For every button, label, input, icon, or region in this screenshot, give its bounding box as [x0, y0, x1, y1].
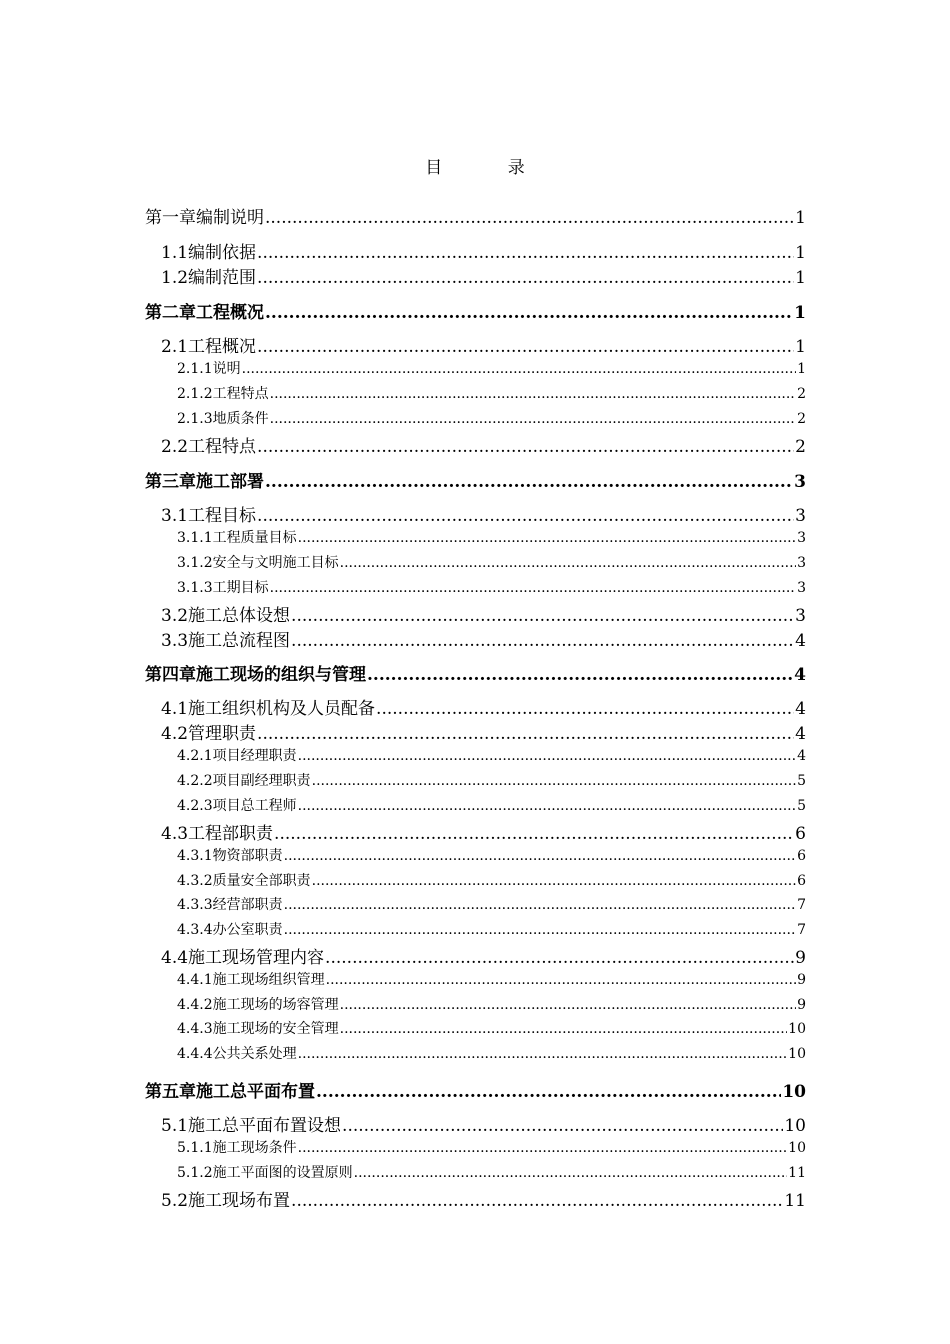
toc-entry-page: 11 — [784, 1191, 806, 1211]
toc-entry[interactable] — [0, 1018, 950, 1038]
toc-entry-title: 工程质量目标 — [212, 530, 297, 546]
toc-dot-leader — [265, 472, 793, 492]
toc-entry-title: 编制说明 — [196, 208, 264, 228]
toc-entry-title: 施工现场的场容管理 — [212, 997, 339, 1013]
toc-entry-title: 施工现场管理内容 — [188, 948, 325, 968]
toc-entry-number: 3.1 — [161, 506, 189, 526]
toc-dot-leader — [340, 1021, 788, 1037]
toc-entry-number: 3.1.2 — [177, 555, 213, 571]
toc-entry[interactable] — [0, 919, 950, 939]
toc-entry-page: 9 — [795, 948, 806, 968]
toc-entry[interactable] — [0, 332, 950, 357]
toc-entry[interactable] — [0, 601, 950, 626]
toc-entry-title: 安全与文明施工目标 — [212, 555, 339, 571]
toc-entry-page: 6 — [797, 848, 806, 864]
toc-dot-leader — [354, 1165, 788, 1181]
toc-dot-leader — [265, 208, 794, 228]
toc-entry-page: 1 — [794, 303, 806, 323]
toc-entry-page: 4 — [794, 665, 806, 685]
toc-entry[interactable] — [0, 819, 950, 844]
toc-entry-number: 2.1.2 — [177, 386, 213, 402]
toc-entry-page: 1 — [797, 361, 806, 377]
toc-title: 目 录 — [425, 158, 555, 178]
toc-entry-number: 4.4.1 — [177, 972, 213, 988]
toc-entry-page: 1 — [795, 243, 806, 263]
toc-dot-leader — [284, 848, 796, 864]
toc-entry-number: 3.1.3 — [177, 580, 213, 596]
toc-dot-leader — [257, 268, 794, 288]
toc-entry-number: 第二章 — [145, 303, 196, 323]
toc-entry[interactable] — [0, 770, 950, 790]
toc-entry[interactable] — [0, 238, 950, 263]
toc-entry-title: 编制依据 — [188, 243, 257, 263]
toc-dot-leader — [312, 873, 796, 889]
toc-entry[interactable] — [0, 969, 950, 989]
toc-entry-page: 3 — [797, 530, 806, 546]
toc-entry[interactable] — [0, 845, 950, 865]
toc-dot-leader — [367, 665, 793, 685]
toc-entry[interactable] — [0, 1137, 950, 1157]
toc-entry-number: 2.2 — [161, 437, 189, 457]
toc-entry-title: 经营部职责 — [212, 897, 283, 913]
toc-entry-title: 施工现场的组织与管理 — [196, 665, 366, 685]
toc-entry-page: 1 — [795, 337, 806, 357]
toc-dot-leader — [326, 972, 796, 988]
toc-entry-number: 4.3 — [161, 824, 189, 844]
toc-entry-number: 1.1 — [161, 243, 189, 263]
toc-entry[interactable] — [0, 745, 950, 765]
toc-entry-page: 9 — [797, 997, 806, 1013]
toc-entry[interactable] — [0, 298, 950, 323]
toc-entry[interactable] — [0, 527, 950, 547]
toc-entry-number: 2.1.3 — [177, 411, 213, 427]
toc-entry-title: 质量安全部职责 — [212, 873, 311, 889]
toc-entry-title: 公共关系处理 — [212, 1046, 297, 1062]
toc-entry-page: 1 — [795, 208, 806, 228]
toc-entry-title: 办公室职责 — [212, 922, 283, 938]
toc-entry-number: 4.2.2 — [177, 773, 213, 789]
toc-entry-title: 施工总流程图 — [188, 631, 291, 651]
toc-entry-page: 2 — [795, 437, 806, 457]
toc-entry[interactable] — [0, 1043, 950, 1063]
toc-dot-leader — [291, 631, 794, 651]
toc-entry[interactable] — [0, 358, 950, 378]
toc-dot-leader — [265, 303, 793, 323]
toc-dot-leader — [270, 580, 796, 596]
toc-entry-title: 施工现场组织管理 — [212, 972, 325, 988]
toc-entry-title: 物资部职责 — [212, 848, 283, 864]
toc-entry[interactable] — [0, 1186, 950, 1211]
toc-entry-page: 4 — [795, 631, 806, 651]
toc-entry-page: 3 — [795, 506, 806, 526]
toc-entry-title: 施工总体设想 — [188, 606, 291, 626]
toc-entry-title: 施工总平面布置 — [196, 1082, 315, 1102]
toc-entry[interactable] — [0, 501, 950, 526]
toc-entry-page: 10 — [782, 1082, 806, 1102]
toc-entry-page: 3 — [794, 472, 806, 492]
toc-dot-leader — [274, 824, 794, 844]
toc-entry-title: 编制范围 — [188, 268, 257, 288]
toc-entry[interactable] — [0, 552, 950, 572]
toc-entry-page: 4 — [795, 699, 806, 719]
toc-entry-number: 第五章 — [145, 1082, 196, 1102]
toc-entry-title: 说明 — [212, 361, 241, 377]
toc-entry-number: 4.3.2 — [177, 873, 213, 889]
toc-entry-number: 3.1.1 — [177, 530, 213, 546]
toc-entry-number: 3.2 — [161, 606, 189, 626]
toc-dot-leader — [298, 748, 796, 764]
toc-entry-page: 10 — [788, 1021, 806, 1037]
toc-entry[interactable] — [0, 263, 950, 288]
toc-dot-leader — [340, 555, 796, 571]
toc-entry-title: 项目经理职责 — [212, 748, 297, 764]
toc-entry-number: 4.4.2 — [177, 997, 213, 1013]
toc-dot-leader — [291, 1191, 783, 1211]
toc-entry[interactable] — [0, 626, 950, 651]
toc-entry-number: 5.2 — [161, 1191, 189, 1211]
toc-entry[interactable] — [0, 943, 950, 968]
toc-dot-leader — [298, 798, 796, 814]
toc-entry[interactable] — [0, 1111, 950, 1136]
toc-entry-number: 4.3.1 — [177, 848, 213, 864]
toc-entry[interactable] — [0, 383, 950, 403]
toc-entry-page: 3 — [795, 606, 806, 626]
toc-entry-number: 3.3 — [161, 631, 189, 651]
toc-entry[interactable] — [0, 1162, 950, 1182]
toc-dot-leader — [342, 1116, 783, 1136]
toc-entry-number: 4.4.4 — [177, 1046, 213, 1062]
toc-entry[interactable] — [0, 660, 950, 685]
toc-entry[interactable] — [0, 408, 950, 428]
toc-entry-page: 3 — [797, 580, 806, 596]
toc-entry-page: 7 — [797, 922, 806, 938]
toc-entry-number: 4.1 — [161, 699, 189, 719]
toc-entry-page: 2 — [797, 386, 806, 402]
toc-entry-number: 4.2 — [161, 724, 189, 744]
toc-entry-title: 施工现场的安全管理 — [212, 1021, 339, 1037]
toc-entry-page: 11 — [788, 1165, 806, 1181]
toc-dot-leader — [257, 243, 794, 263]
toc-entry-number: 第一章 — [145, 208, 196, 228]
toc-entry-number: 2.1.1 — [177, 361, 213, 377]
toc-dot-leader — [340, 997, 796, 1013]
toc-entry-title: 施工现场布置 — [188, 1191, 291, 1211]
toc-entry-title: 工程概况 — [196, 303, 264, 323]
toc-entry-page: 10 — [788, 1140, 806, 1156]
toc-entry-title: 施工平面图的设置原则 — [212, 1165, 353, 1181]
toc-dot-leader — [257, 437, 794, 457]
toc-entry-title: 管理职责 — [188, 724, 257, 744]
toc-entry-title: 工程概况 — [188, 337, 257, 357]
toc-entry-title: 工程部职责 — [188, 824, 274, 844]
toc-dot-leader — [257, 337, 794, 357]
toc-entry-page: 2 — [797, 411, 806, 427]
toc-dot-leader — [291, 606, 794, 626]
toc-entry[interactable] — [0, 694, 950, 719]
toc-entry-number: 5.1.2 — [177, 1165, 213, 1181]
toc-dot-leader — [257, 724, 794, 744]
toc-dot-leader — [298, 530, 796, 546]
toc-entry[interactable] — [0, 870, 950, 890]
toc-entry-number: 4.3.3 — [177, 897, 213, 913]
toc-dot-leader — [257, 506, 794, 526]
toc-entry-number: 4.2.1 — [177, 748, 213, 764]
toc-entry[interactable] — [0, 432, 950, 457]
toc-entry-page: 4 — [797, 748, 806, 764]
toc-entry-title: 工期目标 — [212, 580, 269, 596]
toc-entry[interactable] — [0, 1077, 950, 1102]
toc-entry-page: 10 — [788, 1046, 806, 1062]
toc-entry-page: 7 — [797, 897, 806, 913]
toc-entry-title: 施工现场条件 — [212, 1140, 297, 1156]
toc-entry-page: 3 — [797, 555, 806, 571]
toc-dot-leader — [312, 773, 796, 789]
toc-entry[interactable] — [0, 894, 950, 914]
toc-dot-leader — [298, 1140, 788, 1156]
toc-entry-number: 4.3.4 — [177, 922, 213, 938]
toc-entry[interactable] — [0, 577, 950, 597]
toc-entry-number: 2.1 — [161, 337, 189, 357]
toc-entry-title: 项目总工程师 — [212, 798, 297, 814]
toc-entry-page: 4 — [795, 724, 806, 744]
toc-dot-leader — [298, 1046, 788, 1062]
toc-entry[interactable] — [0, 203, 950, 228]
toc-entry-title: 施工部署 — [196, 472, 264, 492]
toc-dot-leader — [242, 361, 796, 377]
toc-entry-number: 4.4.3 — [177, 1021, 213, 1037]
toc-entry[interactable] — [0, 467, 950, 492]
toc-dot-leader — [325, 948, 794, 968]
toc-dot-leader — [284, 922, 796, 938]
toc-entry-page: 5 — [797, 773, 806, 789]
toc-entry-page: 10 — [784, 1116, 806, 1136]
toc-entry-title: 地质条件 — [212, 411, 269, 427]
toc-entry-number: 第四章 — [145, 665, 196, 685]
toc-entry-title: 工程目标 — [188, 506, 257, 526]
toc-entry[interactable] — [0, 719, 950, 744]
toc-entry[interactable] — [0, 994, 950, 1014]
toc-entry-number: 5.1 — [161, 1116, 189, 1136]
toc-entry-title: 工程特点 — [212, 386, 269, 402]
toc-entry-page: 9 — [797, 972, 806, 988]
toc-entry-number: 5.1.1 — [177, 1140, 213, 1156]
toc-dot-leader — [270, 411, 796, 427]
toc-entry-page: 1 — [795, 268, 806, 288]
toc-entry-page: 6 — [795, 824, 806, 844]
toc-entry[interactable] — [0, 795, 950, 815]
toc-entry-number: 1.2 — [161, 268, 189, 288]
toc-entry-title: 施工组织机构及人员配备 — [188, 699, 376, 719]
toc-entry-page: 5 — [797, 798, 806, 814]
toc-dot-leader — [270, 386, 796, 402]
toc-entry-number: 4.4 — [161, 948, 189, 968]
toc-entry-page: 6 — [797, 873, 806, 889]
toc-entry-title: 项目副经理职责 — [212, 773, 311, 789]
toc-entry-number: 4.2.3 — [177, 798, 213, 814]
toc-dot-leader — [284, 897, 796, 913]
toc-entry-title: 施工总平面布置设想 — [188, 1116, 342, 1136]
toc-entry-number: 第三章 — [145, 472, 196, 492]
toc-entry-title: 工程特点 — [188, 437, 257, 457]
toc-dot-leader — [316, 1082, 781, 1102]
toc-dot-leader — [376, 699, 794, 719]
